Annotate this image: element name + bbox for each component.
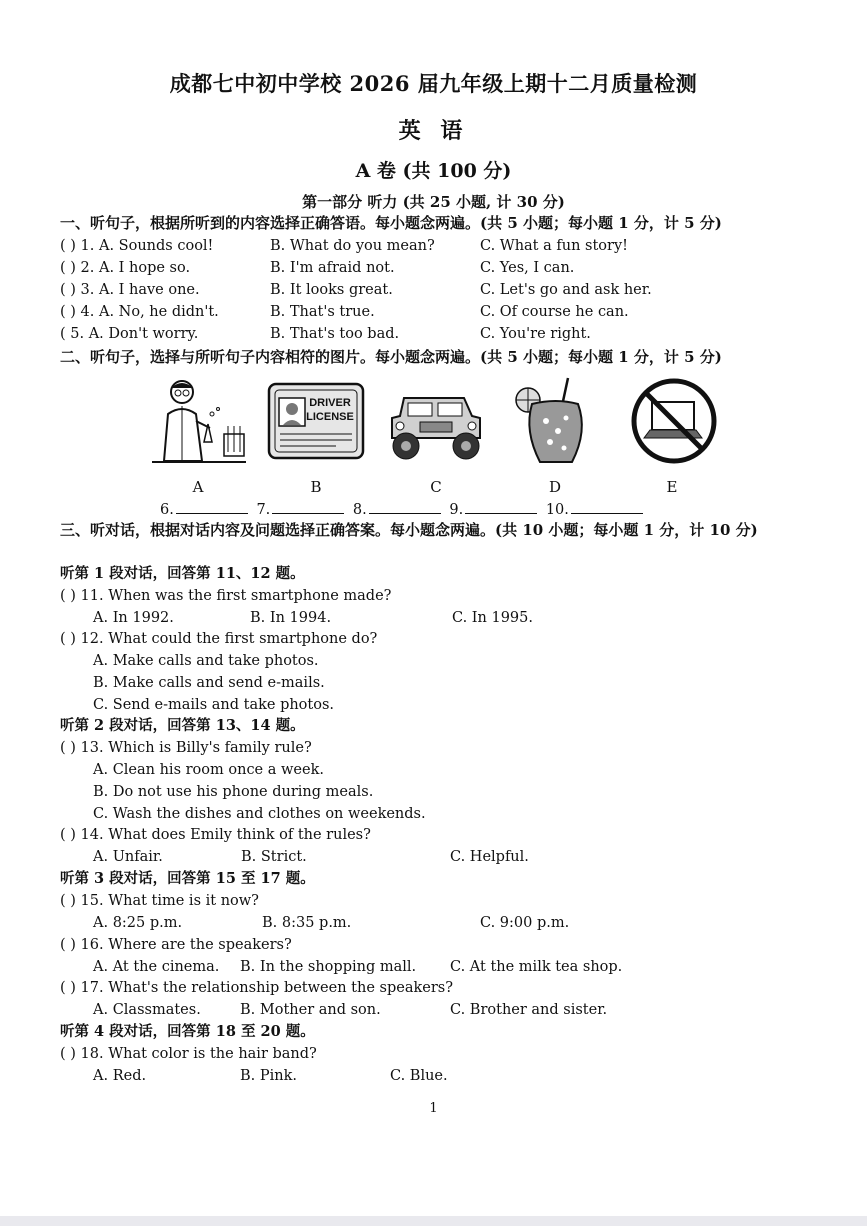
q18-option-c: C. Blue. (390, 1068, 448, 1084)
dialog-1-heading: 听第 1 段对话，回答第 11、12 题。 (60, 565, 305, 582)
q14-option-a: A. Unfair. (93, 849, 163, 865)
q11-option-c: C. In 1995. (452, 610, 533, 626)
q13-question: ( ) 13. Which is Billy's family rule? (60, 740, 312, 756)
q5-question: ( 5. A. Don't worry. (60, 326, 199, 342)
q3-option-c: C. Let's go and ask her. (480, 282, 652, 298)
q16-option-c: C. At the milk tea shop. (450, 959, 623, 975)
q18-question: ( ) 18. What color is the hair band? (60, 1046, 317, 1062)
picture-label-e: E (666, 478, 678, 496)
picture-label-b: B (310, 478, 322, 496)
q3-option-b: B. It looks great. (270, 282, 393, 298)
dialog-2-heading: 听第 2 段对话，回答第 13、14 题。 (60, 717, 305, 734)
q2-option-c: C. Yes, I can. (480, 260, 575, 276)
q15-question: ( ) 15. What time is it now? (60, 893, 259, 909)
section-1-heading: 一、听句子，根据所听到的内容选择正确答语。每小题念两遍。(共 5 小题；每小题 1 分，计 5 分) (60, 214, 722, 232)
blank-6[interactable] (176, 499, 248, 514)
q15-option-b: B. 8:35 p.m. (262, 915, 352, 931)
q4-option-c: C. Of course he can. (480, 304, 629, 320)
q4-question: ( ) 4. A. No, he didn't. (60, 304, 219, 320)
q12-question: ( ) 12. What could the first smartphone do? (60, 631, 378, 647)
q2-option-b: B. I'm afraid not. (270, 260, 395, 276)
q3-question: ( ) 3. A. I have one. (60, 282, 200, 298)
q14-option-b: B. Strict. (241, 849, 307, 865)
license-line-2: LICENSE (306, 411, 354, 423)
q17-option-b: B. Mother and son. (240, 1002, 381, 1018)
q12-option-b: B. Make calls and send e-mails. (93, 675, 325, 691)
blank-7[interactable] (272, 499, 344, 514)
drink-icon (506, 376, 606, 466)
picture-label-d: D (548, 478, 562, 496)
q1-option-c: C. What a fun story! (480, 238, 628, 254)
q16-option-b: B. In the shopping mall. (240, 959, 417, 975)
q17-option-c: C. Brother and sister. (450, 1002, 608, 1018)
footer-bar (0, 1216, 867, 1226)
paper-title: A 卷 (共 100 分) (355, 160, 512, 182)
license-line-1: DRIVER (309, 397, 351, 409)
page-number: 1 (429, 1101, 438, 1116)
blank-10[interactable] (571, 499, 643, 514)
q18-option-b: B. Pink. (240, 1068, 298, 1084)
q1-question: ( ) 1. A. Sounds cool! (60, 238, 214, 254)
q16-question: ( ) 16. Where are the speakers? (60, 937, 292, 953)
q13-option-a: A. Clean his room once a week. (93, 762, 324, 778)
section-3-heading: 三、听对话，根据对话内容及问题选择正确答案。每小题念两遍。(共 10 小题；每小题 1 分，计 10 分) (60, 521, 758, 539)
blank-6-label: 6. (160, 502, 174, 518)
jeep-icon (386, 376, 486, 466)
q13-option-c: C. Wash the dishes and clothes on weekends. (93, 806, 426, 822)
picture-label-a: A (192, 478, 204, 496)
q4-option-b: B. That's true. (270, 304, 375, 320)
q17-option-a: A. Classmates. (93, 1002, 201, 1018)
q12-option-c: C. Send e-mails and take photos. (93, 697, 335, 713)
q15-option-c: C. 9:00 p.m. (480, 915, 570, 931)
part-title: 第一部分 听力 (共 25 小题, 计 30 分) (302, 193, 565, 211)
q12-option-a: A. Make calls and take photos. (93, 653, 319, 669)
q11-question: ( ) 11. When was the first smartphone made? (60, 588, 392, 604)
q17-question: ( ) 17. What's the relationship between the speakers? (60, 980, 453, 996)
scientist-icon (148, 376, 248, 466)
q18-option-a: A. Red. (93, 1068, 147, 1084)
blank-9-label: 9. (449, 502, 464, 518)
q13-option-b: B. Do not use his phone during meals. (93, 784, 374, 800)
q15-option-a: A. 8:25 p.m. (93, 915, 183, 931)
blank-9[interactable] (465, 499, 537, 514)
blank-10-label: 10. (545, 502, 569, 518)
q11-option-a: A. In 1992. (93, 610, 174, 626)
dialog-4-heading: 听第 4 段对话，回答第 18 至 20 题。 (60, 1023, 315, 1040)
dialog-3-heading: 听第 3 段对话，回答第 15 至 17 题。 (60, 870, 315, 887)
q11-option-b: B. In 1994. (250, 610, 332, 626)
driver-license-icon (266, 376, 366, 466)
section-2-heading: 二、听句子，选择与所听句子内容相符的图片。每小题念两遍。(共 5 小题；每小题 1 分，计 5 分) (60, 348, 722, 366)
subject-title: 英 语 (398, 118, 469, 144)
q2-question: ( ) 2. A. I hope so. (60, 260, 191, 276)
q5-option-b: B. That's too bad. (270, 326, 400, 342)
blank-8-label: 8. (352, 502, 367, 518)
blank-7-label: 7. (256, 502, 271, 518)
exam-title: 成都七中初中学校 2026 届九年级上期十二月质量检测 (169, 71, 698, 96)
no-laptop-icon (624, 376, 724, 466)
q14-question: ( ) 14. What does Emily think of the rules? (60, 827, 371, 843)
q16-option-a: A. At the cinema. (93, 959, 220, 975)
picture-label-c: C (430, 478, 442, 496)
blank-8[interactable] (369, 499, 441, 514)
q5-option-c: C. You're right. (480, 326, 591, 342)
q1-option-b: B. What do you mean? (270, 238, 435, 254)
q14-option-c: C. Helpful. (450, 849, 529, 865)
answer-blanks (160, 499, 647, 518)
